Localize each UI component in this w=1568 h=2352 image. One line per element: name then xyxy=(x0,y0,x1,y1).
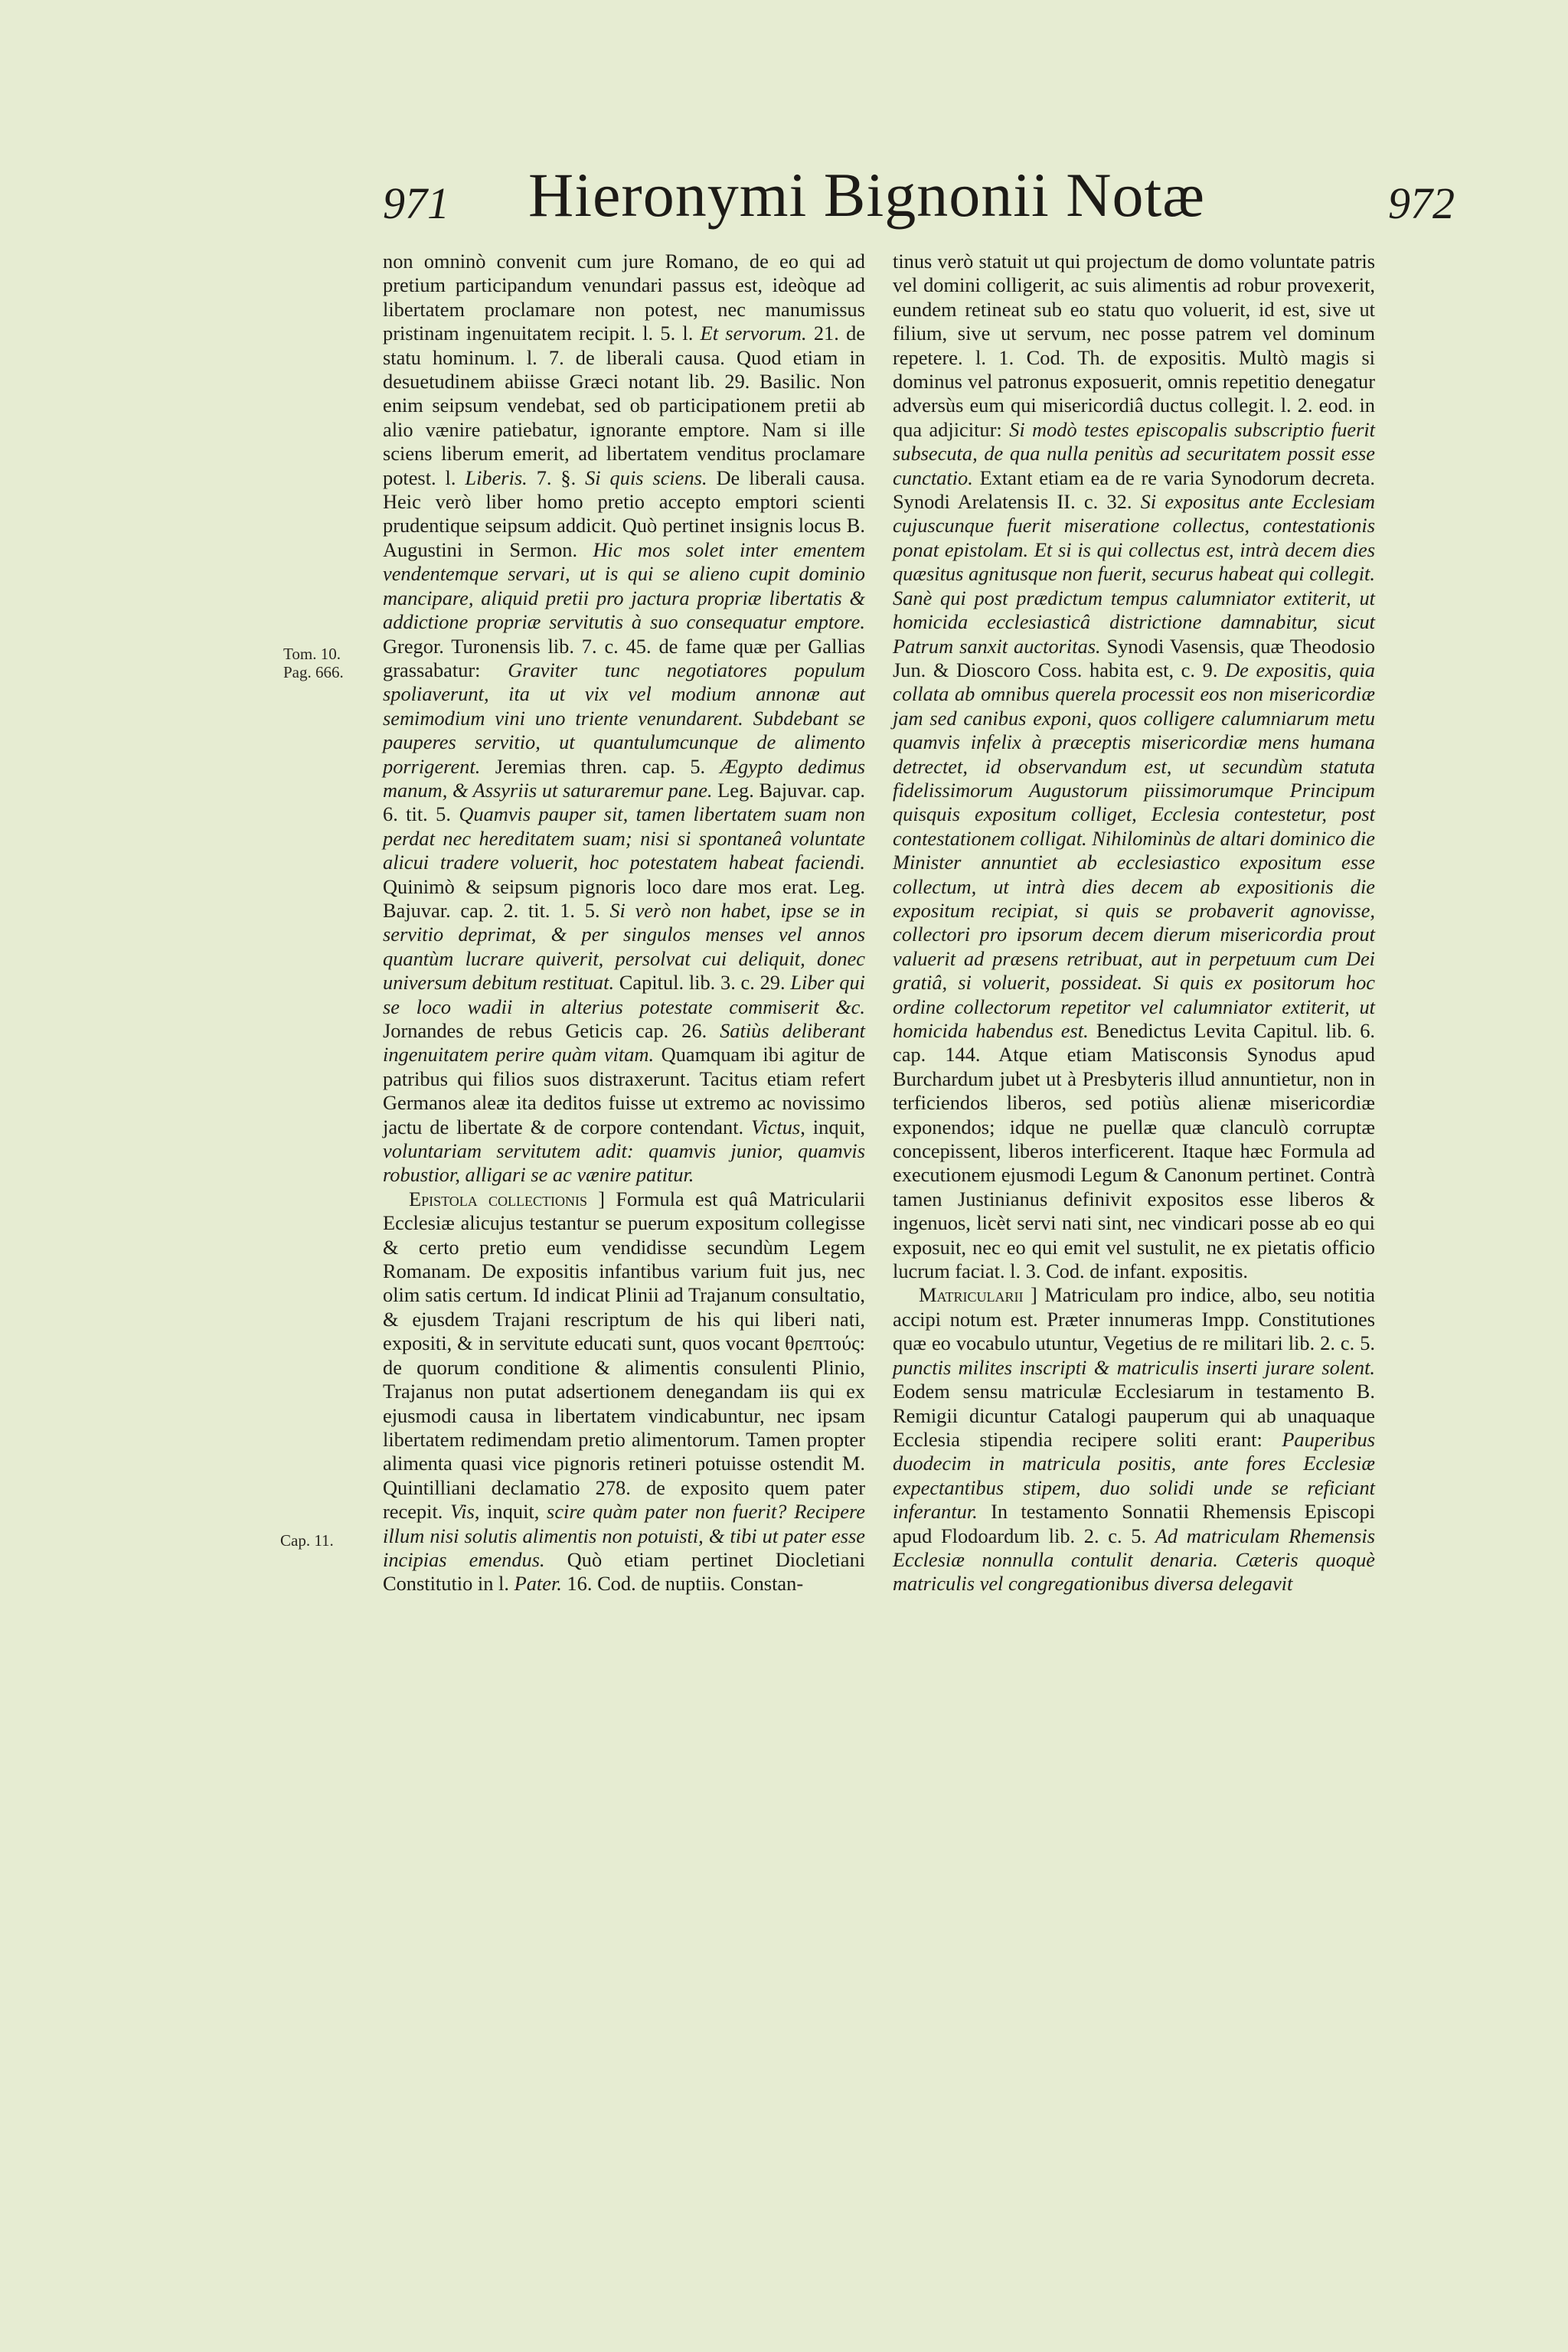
italic-run: De expositis, quia collata ab omnibus querela processit eos non misericordiæ jam sed canibus exponi, quos colligere calumniarum metu quamvis infelix à præceptis misericordiæ mens humana detrectet, id observandum est, ut secundùm statuta fidelissimorum Augustorum piissimorumque Principum quisquis expositum colliget, Ecclesia contestetur, post contestationem colligat. Nihilominùs de altari dominico die Minister annuntiet ab ecclesiastico expositum esse collectum, ut intrà dies decem ab expositionis die expositum recipiat, si quis se probaverit agnovisse, collectori pro ipsorum decem dierum misericordia prout valuerit ad præsens retribuat, aut in perpetuum cum Dei gratiâ, si voluerit, possideat. Si quis ex positorum hoc ordine collectorum repetitor vel calumniator extiterit, ut homicida habendus est. xyxy=(893,658,1375,1042)
margin-note-tom xyxy=(283,645,344,681)
italic-run: Et servorum. xyxy=(700,322,807,345)
italic-run: Si modò testes episcopalis subscriptio fuerit subsecuta, de qua nulla penitùs ad securitatem possit esse cunctatio. xyxy=(893,417,1376,489)
margin-note-cap: Cap. 11. xyxy=(280,1531,334,1550)
text-run: , inquit, xyxy=(474,1500,547,1524)
text-run: Leg. Bajuvar. cap. 6. tit. 5. xyxy=(383,778,865,826)
italic-run: Pauperibus duodecim in matricula positis, ante fores Ecclesiæ expectantibus stipem, duo solidi unde se reficiant inferantur. xyxy=(893,1427,1375,1524)
text-run: De liberali causa. Heic verò liber homo pretio accepto emptori scienti prudentique seipsum addicit. Quò pertinet insignis locus B. Augustini in Sermon. xyxy=(383,466,865,561)
text-run: tinus verò statuit ut qui projectum de domo voluntate patris vel domini colligerit, ac suis alimentis ad robur provexerit, eundem retineat sub eo statu quo voluerit, id est, sive ut filium, sive ut servum, nec posse patrem vel dominum repetere. l. 1. Cod. Th. de expositis. Multò magis si dominus vel patronus exposuerit, omnis repetitio denegatur adversùs eum qui misericordiâ ductus collegit. l. 2. eod. in qua adjicitur: xyxy=(893,250,1375,441)
italic-run: Victus xyxy=(751,1115,801,1138)
text-run: Extant etiam ea de re varia Synodorum decreta. Synodi Arelatensis II. c. 32. xyxy=(893,466,1375,514)
italic-run: Si expositus ante Ecclesiam cujuscunque fuerit miseratione collectus, contestationis ponat epistolam. Et si is qui collectus est, intrà decem dies quæsitus agnitusque non fuerit, securus habeat qui collegit. Sanè qui post prædictum tempus calumniator extiterit, ut homicida ecclesiasticâ districtione damnabitur, sicut Patrum sanxit auctoritas. xyxy=(893,490,1375,658)
italic-run: scire quàm pater non fuerit? Recipere illum nisi solutis alimentis non potuisti, & tibi ut pater esse incipias emendus. xyxy=(383,1500,865,1571)
text-run: , inquit, xyxy=(800,1115,865,1138)
text-run: Quinimò & seipsum pignoris loco dare mos erat. Leg. Bajuvar. cap. 2. tit. 1. 5. xyxy=(383,874,865,922)
text-run: Quamquam ibi agitur de patribus qui filios suos distraxerunt. Tacitus etiam refert Germanos aleæ ita deditos fuisse ut extremo ac novissimo jactu de libertate & de corpore contendant. xyxy=(383,1043,865,1138)
italic-run: voluntariam servitutem adit: quamvis junior, quamvis robustior, alligari se ac vænire patitur. xyxy=(383,1139,865,1187)
text-run: 16. Cod. de nuptiis. Constan- xyxy=(561,1572,804,1596)
text-run: non omninò convenit cum jure Romano, de eo qui ad pretium participandum venundari passus est, ideòque ad libertatem proclamare non potest, nec manumissus pristinam ingenuitatem recipit. l. 5. l. xyxy=(383,250,865,345)
text-run: Gregor. Turonensis lib. 7. c. 45. de fame quæ per Gallias grassabatur: xyxy=(383,634,865,681)
right-paragraph-2 xyxy=(893,1283,1375,1596)
italic-run: Ad matriculam Rhemensis Ecclesiæ nonnulla contulit denaria. Cæteris quoquè matriculis vel congregationibus diversa delegavit xyxy=(893,1524,1375,1596)
text-run: In testamento Sonnatii Rhemensis Episcopi apud Flodoardum lib. 2. c. 5. xyxy=(893,1500,1375,1547)
italic-run: Pater. xyxy=(514,1572,562,1596)
lemma: Epistola collectionis xyxy=(409,1187,588,1210)
text-run: Capitul. lib. 3. c. 29. xyxy=(614,971,791,995)
italic-run: Si quis sciens. xyxy=(585,466,707,489)
page-number-left: 971 xyxy=(383,178,449,228)
italic-run: Si verò non habet, ipse se in servitio deprimat, & per singulos menses vel annos quantùm lucrare quiverit, persolvat cui deliquit, donec universum debitum restituat. xyxy=(383,898,865,995)
text-run: : de quorum conditione & alimentis consulenti Plinio, Trajanus non putat adsertionem denegandam iis qui ex ejusmodi causa in libertatem vindicabuntur, nec ipsam libertatem redimendam pretio alimentorum. Tamen propter alimenta quasi vice pignoris retineri potuisse ostendit M. Quintilliani declamatio 278. de exposito quem pater recepit. xyxy=(383,1331,865,1524)
text-run: 7. §. xyxy=(527,466,586,489)
italic-run: Satiùs deliberant ingenuitatem perire quàm vitam. xyxy=(383,1019,866,1067)
running-header xyxy=(368,159,1455,243)
text-run: ] Formula est quâ Matricularii Ecclesiæ alicujus testantur se puerum expositum collegisse & certo pretio eum vendidisse secundùm Legem Romanam. De expositis infantibus varium fuit jus, nec olim satis certum. Id indicat Plinii ad Trajanum consultatio, & ejusdem Trajani rescriptum de his qui liberi nati, expositi, & in servitute educati sunt, quos vocant xyxy=(383,1187,865,1355)
italic-run: Ægypto dedimus manum, & Assyriis ut saturaremur pane. xyxy=(383,754,865,802)
margin-note-tom-volume: Tom. 10. xyxy=(283,645,341,663)
text-run: Benedictus Levita Capitul. lib. 6. cap. 144. Atque etiam Matisconsis Synodus apud Burchardum jubet ut à Presbyteris illud annuntietur, non in terficiendos liberos, sed potiùs alienæ misericordiæ exponendos; idque ne puellæ quæ clanculò corruptæ concepissent, liberos interficerent. Itaque hæc Formula ad executionem ejusmodi Legum & Canonum pertinet. Contrà tamen Justinianus definivit expositos esse liberos & ingenuos, licèt servi nati sint, nec vindicari posse ab eo qui exposuit, nec eo qui emit vel sustulit, ne ex pietatis officio lucrum faciat. l. 3. Cod. de infant. expositis. xyxy=(893,1019,1375,1283)
left-paragraph-2 xyxy=(383,1187,865,1596)
margin-note-tom-page: Pag. 666. xyxy=(283,663,344,681)
italic-run: Quamvis pauper sit, tamen libertatem suam non perdat nec hereditatem suam; nisi si spontaneâ voluntate alicui tradere voluerit, hoc potestatem habeat faciendi. xyxy=(383,802,865,874)
italic-run: Vis xyxy=(450,1500,475,1524)
italic-run: punctis milites inscripti & matriculis inserti jurare solent. xyxy=(893,1355,1375,1379)
left-paragraph-1 xyxy=(383,250,865,1187)
left-column xyxy=(383,250,865,1596)
italic-run: Graviter tunc negotiatores populum spoliaverunt, ita ut vix vel modium annonæ aut semimodium vini uno triente venundarent. Subdebant se pauperes servitio, ut quantulumcunque de alimento porrigerent. xyxy=(383,658,865,778)
text-run: 21. de statu hominum. l. 7. de liberali causa. Quod etiam in desuetudinem abiisse Græci notant lib. 29. Basilic. Non enim seipsum vendebat, sed ob participationem pretii ab alio vænire patiebatur, ignorante emptore. Nam si ille sciens liberum emerit, ad libertatem venditus proclamare potest. l. xyxy=(383,322,865,489)
text-run: Quò etiam pertinet Diocletiani Constitutio in l. xyxy=(383,1547,865,1596)
right-paragraph-1 xyxy=(893,250,1375,1283)
text-run: Synodi Vasensis, quæ Theodosio Jun. & Dioscoro Coss. habita est, c. 9. xyxy=(893,634,1375,681)
text-run: Jornandes de rebus Geticis cap. 26. xyxy=(383,1019,720,1042)
italic-run: Liberis. xyxy=(465,466,528,489)
italic-run: Liber qui se loco wadii in alterius potestate commiserit &c. xyxy=(383,971,865,1018)
text-run: Jeremias thren. cap. 5. xyxy=(480,754,720,778)
lemma: Matricularii xyxy=(919,1283,1024,1307)
text-run: Eodem sensu matriculæ Ecclesiarum in testamento B. Remigii dicuntur Catalogi pauperum qui ab unaquaque Ecclesia stipendia recipere soliti erant: xyxy=(893,1380,1375,1451)
right-column xyxy=(893,250,1375,1596)
text-run: ] Matriculam pro indice, albo, seu notitia accipi notum est. Præter innumeras Impp. Constitutiones quæ eo vocabulo utuntur, Vegetius de re militari lib. 2. c. 5. xyxy=(893,1283,1375,1355)
italic-run: Hic mos solet inter ementem vendentemque servari, ut is qui se alieno cupit dominio mancipare, aliquid pretii pro jactura propriæ libertatis & addictione propriæ servitutis à suo consequatur emptore. xyxy=(383,537,865,634)
page-title: Hieronymi Bignonii Notæ xyxy=(528,160,1205,230)
greek-word: θρεπτούς xyxy=(785,1331,860,1355)
page-number-right: 972 xyxy=(1388,178,1455,228)
